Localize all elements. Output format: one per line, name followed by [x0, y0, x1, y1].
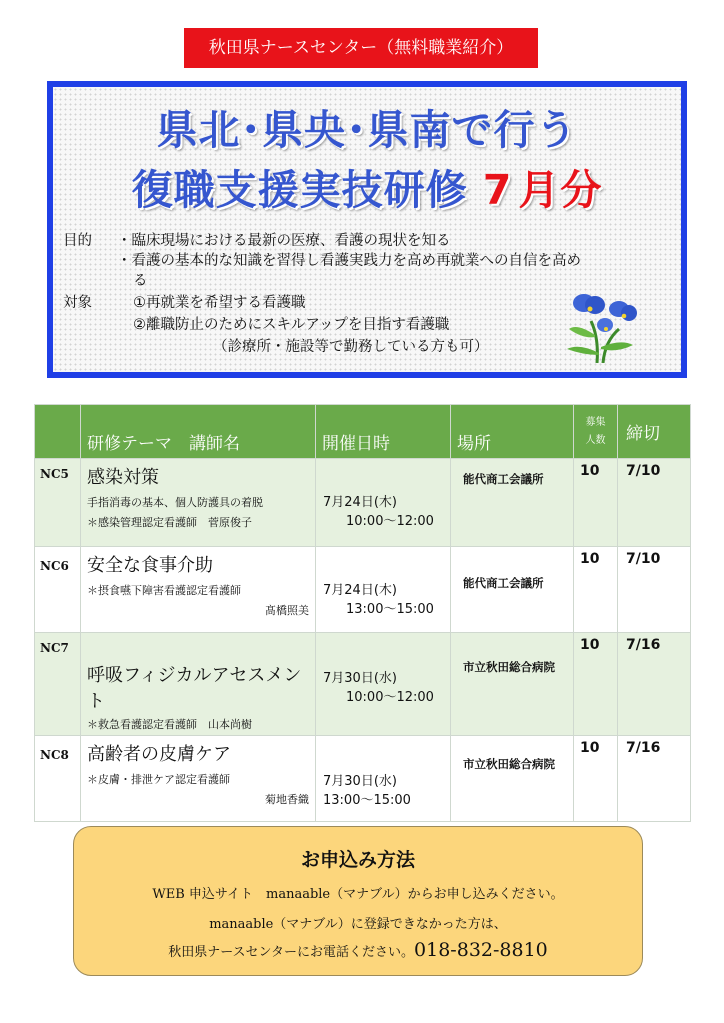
purpose-item-1: ・臨床現場における最新の医療、看護の現状を知る: [117, 233, 451, 249]
course-topic-cell: [81, 547, 316, 633]
header-capacity: [574, 405, 618, 459]
hero-title-month: [483, 166, 603, 214]
purpose-item-3: る: [133, 273, 148, 289]
course-capacity: 10: [574, 736, 618, 822]
hero-banner: [47, 81, 687, 378]
hero-title-month-num: 7: [482, 166, 513, 214]
course-time: 13:00～15:00: [346, 602, 434, 617]
schedule-table: [34, 404, 691, 822]
course-time: 10:00～12:00: [346, 690, 434, 705]
course-date-cell: [316, 633, 451, 736]
course-time: 10:00～12:00: [346, 514, 434, 529]
header-deadline: 締切: [618, 405, 691, 459]
course-date-cell: [316, 459, 451, 547]
target-item-2: ②離職防止のためにスキルアップを目指す看護職: [133, 317, 450, 333]
hero-title-line1: 県北･県央･県南で行う: [156, 106, 578, 154]
course-topic: 呼吸フィジカルアセスメント: [87, 665, 302, 712]
course-code: NC6: [35, 547, 81, 633]
header-code: [35, 405, 81, 459]
course-sub1: 手指消毒の基本、個人防護具の着脱: [87, 496, 263, 509]
table-row: [35, 633, 691, 736]
course-instructor: ＊感染管理認定看護師 菅原俊子: [87, 516, 252, 529]
course-sub1: ＊皮膚・排泄ケア認定看護師: [87, 773, 230, 786]
header-date: 開催日時: [316, 405, 451, 459]
application-title: お申込み方法: [300, 849, 415, 871]
course-capacity: 10: [574, 633, 618, 736]
course-topic: 感染対策: [87, 467, 159, 488]
course-deadline: 7/16: [618, 736, 691, 822]
course-place: 市立秋田総合病院: [451, 633, 574, 736]
application-line1: WEB 申込サイト manaable（マナブル）からお申し込みください。: [152, 887, 564, 902]
hero-title-main: 復職支援実技研修: [131, 166, 468, 214]
course-capacity: 10: [574, 459, 618, 547]
hero-title-month-suffix: 月分: [518, 166, 603, 214]
application-box: [73, 826, 643, 976]
course-place: 能代商工会議所: [451, 547, 574, 633]
course-topic-cell: [81, 633, 316, 736]
course-sub1: ＊救急看護認定看護師 山本尚樹: [87, 718, 252, 731]
application-phone-text: 秋田県ナースセンターにお電話ください。: [168, 945, 415, 960]
course-deadline: 7/16: [618, 633, 691, 736]
course-date-cell: [316, 736, 451, 822]
course-date: 7月30日(水): [323, 671, 397, 686]
course-code: NC7: [35, 633, 81, 736]
table-header-row: [35, 405, 691, 459]
header-capacity-line2: 人数: [585, 434, 606, 446]
application-line2: manaable（マナブル）に登録できなかった方は、: [209, 917, 507, 932]
course-capacity: 10: [574, 547, 618, 633]
course-instructor: 菊地香織: [265, 793, 309, 806]
hero-title-line2: [53, 157, 681, 216]
course-place: 市立秋田総合病院: [451, 736, 574, 822]
target-item-1: ①再就業を希望する看護職: [133, 295, 306, 311]
course-place: 能代商工会議所: [451, 459, 574, 547]
application-line3: [74, 939, 642, 961]
course-code: NC5: [35, 459, 81, 547]
course-instructor: 髙橋照美: [265, 604, 309, 617]
phone-number[interactable]: 018-832-8810: [414, 939, 548, 961]
target-label: 対象: [63, 295, 92, 311]
header-theme: 研修テーマ 講師名: [81, 405, 316, 459]
purpose-item-2: ・看護の基本的な知識を習得し看護実践力を高め再就業への自信を高め: [117, 253, 581, 269]
table-row: [35, 547, 691, 633]
table-row: [35, 459, 691, 547]
course-deadline: 7/10: [618, 547, 691, 633]
course-topic: 高齢者の皮膚ケア: [87, 744, 231, 765]
header-place: 場所: [451, 405, 574, 459]
course-topic-cell: [81, 459, 316, 547]
purpose-label: 目的: [63, 233, 92, 249]
course-sub1: ＊摂食嚥下障害看護認定看護師: [87, 584, 241, 597]
target-item-3: （診療所・施設等で勤務している方も可）: [213, 339, 489, 355]
course-date: 7月30日(水): [323, 774, 397, 789]
course-date-cell: [316, 547, 451, 633]
course-time: 13:00～15:00: [323, 793, 411, 808]
course-topic: 安全な食事介助: [87, 555, 213, 576]
course-deadline: 7/10: [618, 459, 691, 547]
header-capacity-line1: 募集: [585, 416, 606, 428]
course-code: NC8: [35, 736, 81, 822]
dayflower-icon: [559, 283, 639, 363]
course-date: 7月24日(木): [323, 583, 397, 598]
org-label: 秋田県ナースセンター（無料職業紹介）: [184, 28, 538, 68]
course-date: 7月24日(木): [323, 495, 397, 510]
table-row: [35, 736, 691, 822]
course-topic-cell: [81, 736, 316, 822]
